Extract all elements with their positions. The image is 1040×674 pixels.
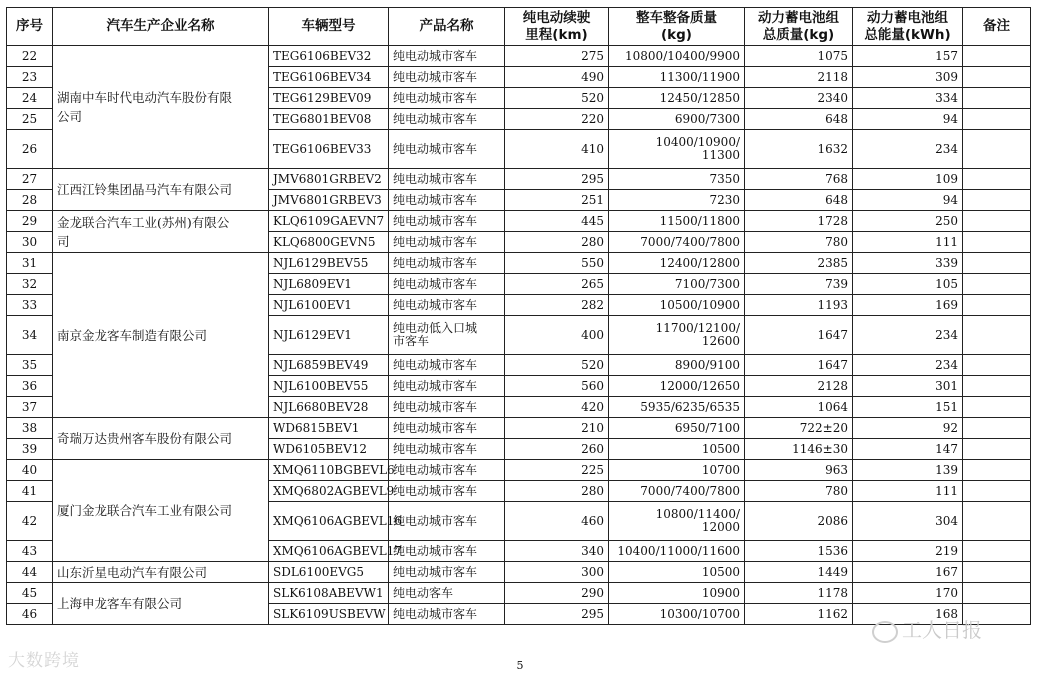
watermark-left bbox=[8, 646, 80, 671]
index-cell: 27 bbox=[7, 169, 53, 190]
product-name-cell: 纯电动城市客车 bbox=[389, 439, 505, 460]
battery-mass-cell: 963 bbox=[745, 460, 853, 481]
curb-mass-cell: 10800/10400/9900 bbox=[609, 46, 745, 67]
index-cell: 42 bbox=[7, 502, 53, 541]
remarks-cell bbox=[963, 211, 1031, 232]
battery-mass-cell: 648 bbox=[745, 109, 853, 130]
range-cell: 282 bbox=[505, 295, 609, 316]
product-name-cell: 纯电动城市客车 bbox=[389, 274, 505, 295]
index-cell: 39 bbox=[7, 439, 53, 460]
range-cell: 400 bbox=[505, 316, 609, 355]
remarks-cell bbox=[963, 67, 1031, 88]
curb-mass-cell: 7230 bbox=[609, 190, 745, 211]
battery-mass-cell: 768 bbox=[745, 169, 853, 190]
battery-mass-cell: 2128 bbox=[745, 376, 853, 397]
curb-mass-cell: 10900 bbox=[609, 583, 745, 604]
table-row bbox=[7, 562, 1031, 583]
battery-mass-cell: 1449 bbox=[745, 562, 853, 583]
battery-energy-cell: 334 bbox=[853, 88, 963, 109]
battery-mass-cell: 2086 bbox=[745, 502, 853, 541]
remarks-cell bbox=[963, 376, 1031, 397]
product-name-cell: 纯电动城市客车 bbox=[389, 169, 505, 190]
table-row bbox=[7, 46, 1031, 67]
range-cell: 550 bbox=[505, 253, 609, 274]
range-cell: 490 bbox=[505, 67, 609, 88]
product-name-cell: 纯电动城市客车 bbox=[389, 562, 505, 583]
battery-mass-cell: 648 bbox=[745, 190, 853, 211]
remarks-cell bbox=[963, 295, 1031, 316]
battery-mass-cell: 1647 bbox=[745, 316, 853, 355]
battery-energy-cell: 147 bbox=[853, 439, 963, 460]
table-row bbox=[7, 169, 1031, 190]
index-cell: 24 bbox=[7, 88, 53, 109]
product-name-cell: 纯电动低入口城 市客车 bbox=[389, 316, 505, 355]
model-cell: TEG6129BEV09 bbox=[269, 88, 389, 109]
index-cell: 41 bbox=[7, 481, 53, 502]
manufacturer-cell: 山东沂星电动汽车有限公司 bbox=[53, 562, 269, 583]
product-name-cell: 纯电动客车 bbox=[389, 583, 505, 604]
manufacturer-cell: 上海申龙客车有限公司 bbox=[53, 583, 269, 625]
index-cell: 36 bbox=[7, 376, 53, 397]
manufacturer-cell: 金龙联合汽车工业(苏州)有限公 司 bbox=[53, 211, 269, 253]
curb-mass-cell: 7000/7400/7800 bbox=[609, 481, 745, 502]
range-cell: 420 bbox=[505, 397, 609, 418]
model-cell: WD6105BEV12 bbox=[269, 439, 389, 460]
range-cell: 300 bbox=[505, 562, 609, 583]
remarks-cell bbox=[963, 316, 1031, 355]
product-name-cell: 纯电动城市客车 bbox=[389, 502, 505, 541]
battery-energy-cell: 94 bbox=[853, 190, 963, 211]
curb-mass-cell: 10400/10900/ 11300 bbox=[609, 130, 745, 169]
remarks-cell bbox=[963, 190, 1031, 211]
battery-mass-cell: 1162 bbox=[745, 604, 853, 625]
curb-mass-cell: 7100/7300 bbox=[609, 274, 745, 295]
battery-mass-cell: 1178 bbox=[745, 583, 853, 604]
battery-energy-cell: 309 bbox=[853, 67, 963, 88]
battery-mass-cell: 1193 bbox=[745, 295, 853, 316]
battery-energy-cell: 219 bbox=[853, 541, 963, 562]
curb-mass-cell: 10700 bbox=[609, 460, 745, 481]
model-cell: KLQ6800GEVN5 bbox=[269, 232, 389, 253]
curb-mass-cell: 10400/11000/11600 bbox=[609, 541, 745, 562]
curb-mass-cell: 12400/12800 bbox=[609, 253, 745, 274]
product-name-cell: 纯电动城市客车 bbox=[389, 190, 505, 211]
remarks-cell bbox=[963, 88, 1031, 109]
remarks-cell bbox=[963, 130, 1031, 169]
range-cell: 280 bbox=[505, 232, 609, 253]
remarks-cell bbox=[963, 583, 1031, 604]
model-cell: SDL6100EVG5 bbox=[269, 562, 389, 583]
battery-mass-cell: 739 bbox=[745, 274, 853, 295]
header-model: 车辆型号 bbox=[269, 8, 389, 46]
curb-mass-cell: 8900/9100 bbox=[609, 355, 745, 376]
battery-energy-cell: 157 bbox=[853, 46, 963, 67]
range-cell: 295 bbox=[505, 169, 609, 190]
range-cell: 260 bbox=[505, 439, 609, 460]
table-row bbox=[7, 583, 1031, 604]
model-cell: NJL6129BEV55 bbox=[269, 253, 389, 274]
model-cell: TEG6106BEV33 bbox=[269, 130, 389, 169]
index-cell: 28 bbox=[7, 190, 53, 211]
curb-mass-cell: 10300/10700 bbox=[609, 604, 745, 625]
manufacturer-cell: 湖南中车时代电动汽车股份有限 公司 bbox=[53, 46, 269, 169]
curb-mass-cell: 12450/12850 bbox=[609, 88, 745, 109]
curb-mass-cell: 11700/12100/ 12600 bbox=[609, 316, 745, 355]
header-manufacturer: 汽车生产企业名称 bbox=[53, 8, 269, 46]
curb-mass-cell: 10800/11400/ 12000 bbox=[609, 502, 745, 541]
battery-energy-cell: 169 bbox=[853, 295, 963, 316]
manufacturer-cell: 厦门金龙联合汽车工业有限公司 bbox=[53, 460, 269, 562]
range-cell: 460 bbox=[505, 502, 609, 541]
range-cell: 280 bbox=[505, 481, 609, 502]
product-name-cell: 纯电动城市客车 bbox=[389, 460, 505, 481]
battery-mass-cell: 1728 bbox=[745, 211, 853, 232]
battery-mass-cell: 1146±30 bbox=[745, 439, 853, 460]
model-cell: SLK6108ABEVW1 bbox=[269, 583, 389, 604]
battery-mass-cell: 2118 bbox=[745, 67, 853, 88]
remarks-cell bbox=[963, 253, 1031, 274]
range-cell: 520 bbox=[505, 88, 609, 109]
header-product-name: 产品名称 bbox=[389, 8, 505, 46]
index-cell: 29 bbox=[7, 211, 53, 232]
remarks-cell bbox=[963, 562, 1031, 583]
index-cell: 35 bbox=[7, 355, 53, 376]
chat-bubble-icon bbox=[872, 621, 898, 643]
model-cell: XMQ6110BGBEVL6 bbox=[269, 460, 389, 481]
manufacturer-cell: 南京金龙客车制造有限公司 bbox=[53, 253, 269, 418]
product-name-cell: 纯电动城市客车 bbox=[389, 130, 505, 169]
remarks-cell bbox=[963, 109, 1031, 130]
battery-mass-cell: 2340 bbox=[745, 88, 853, 109]
model-cell: NJL6100BEV55 bbox=[269, 376, 389, 397]
table-row bbox=[7, 460, 1031, 481]
table-row bbox=[7, 211, 1031, 232]
model-cell: XMQ6106AGBEVL16 bbox=[269, 502, 389, 541]
remarks-cell bbox=[963, 232, 1031, 253]
battery-mass-cell: 1647 bbox=[745, 355, 853, 376]
remarks-cell bbox=[963, 541, 1031, 562]
header-curb-mass: 整车整备质量 (kg) bbox=[609, 8, 745, 46]
battery-mass-cell: 780 bbox=[745, 232, 853, 253]
table-body bbox=[7, 46, 1031, 625]
header-index: 序号 bbox=[7, 8, 53, 46]
battery-energy-cell: 94 bbox=[853, 109, 963, 130]
range-cell: 251 bbox=[505, 190, 609, 211]
table-header-row bbox=[7, 8, 1031, 46]
battery-energy-cell: 234 bbox=[853, 130, 963, 169]
battery-mass-cell: 1064 bbox=[745, 397, 853, 418]
curb-mass-cell: 6950/7100 bbox=[609, 418, 745, 439]
vehicle-catalog-table bbox=[6, 7, 1031, 625]
model-cell: SLK6109USBEVW bbox=[269, 604, 389, 625]
index-cell: 45 bbox=[7, 583, 53, 604]
battery-energy-cell: 109 bbox=[853, 169, 963, 190]
index-cell: 25 bbox=[7, 109, 53, 130]
product-name-cell: 纯电动城市客车 bbox=[389, 109, 505, 130]
model-cell: NJL6100EV1 bbox=[269, 295, 389, 316]
index-cell: 44 bbox=[7, 562, 53, 583]
index-cell: 38 bbox=[7, 418, 53, 439]
battery-energy-cell: 250 bbox=[853, 211, 963, 232]
range-cell: 275 bbox=[505, 46, 609, 67]
index-cell: 23 bbox=[7, 67, 53, 88]
product-name-cell: 纯电动城市客车 bbox=[389, 67, 505, 88]
battery-energy-cell: 139 bbox=[853, 460, 963, 481]
range-cell: 220 bbox=[505, 109, 609, 130]
model-cell: XMQ6106AGBEVL17 bbox=[269, 541, 389, 562]
remarks-cell bbox=[963, 355, 1031, 376]
curb-mass-cell: 12000/12650 bbox=[609, 376, 745, 397]
battery-mass-cell: 722±20 bbox=[745, 418, 853, 439]
range-cell: 410 bbox=[505, 130, 609, 169]
index-cell: 40 bbox=[7, 460, 53, 481]
range-cell: 210 bbox=[505, 418, 609, 439]
watermark-right-text: 工人日报 bbox=[902, 618, 982, 642]
index-cell: 30 bbox=[7, 232, 53, 253]
index-cell: 22 bbox=[7, 46, 53, 67]
model-cell: NJL6809EV1 bbox=[269, 274, 389, 295]
battery-mass-cell: 1536 bbox=[745, 541, 853, 562]
product-name-cell: 纯电动城市客车 bbox=[389, 355, 505, 376]
battery-energy-cell: 301 bbox=[853, 376, 963, 397]
model-cell: NJL6680BEV28 bbox=[269, 397, 389, 418]
range-cell: 520 bbox=[505, 355, 609, 376]
manufacturer-cell: 奇瑞万达贵州客车股份有限公司 bbox=[53, 418, 269, 460]
remarks-cell bbox=[963, 460, 1031, 481]
remarks-cell bbox=[963, 502, 1031, 541]
manufacturer-cell: 江西江铃集团晶马汽车有限公司 bbox=[53, 169, 269, 211]
model-cell: NJL6859BEV49 bbox=[269, 355, 389, 376]
index-cell: 31 bbox=[7, 253, 53, 274]
battery-energy-cell: 168 bbox=[853, 604, 963, 625]
product-name-cell: 纯电动城市客车 bbox=[389, 541, 505, 562]
model-cell: NJL6129EV1 bbox=[269, 316, 389, 355]
watermark-right bbox=[872, 614, 982, 643]
battery-mass-cell: 780 bbox=[745, 481, 853, 502]
battery-energy-cell: 234 bbox=[853, 316, 963, 355]
curb-mass-cell: 11500/11800 bbox=[609, 211, 745, 232]
battery-energy-cell: 111 bbox=[853, 481, 963, 502]
document-page bbox=[6, 7, 1031, 625]
model-cell: WD6815BEV1 bbox=[269, 418, 389, 439]
header-battery-mass: 动力蓄电池组 总质量(kg) bbox=[745, 8, 853, 46]
header-battery-energy: 动力蓄电池组 总能量(kWh) bbox=[853, 8, 963, 46]
battery-energy-cell: 167 bbox=[853, 562, 963, 583]
range-cell: 445 bbox=[505, 211, 609, 232]
index-cell: 46 bbox=[7, 604, 53, 625]
product-name-cell: 纯电动城市客车 bbox=[389, 88, 505, 109]
index-cell: 32 bbox=[7, 274, 53, 295]
battery-mass-cell: 2385 bbox=[745, 253, 853, 274]
product-name-cell: 纯电动城市客车 bbox=[389, 604, 505, 625]
model-cell: JMV6801GRBEV2 bbox=[269, 169, 389, 190]
header-range: 纯电动续驶 里程(km) bbox=[505, 8, 609, 46]
product-name-cell: 纯电动城市客车 bbox=[389, 418, 505, 439]
index-cell: 26 bbox=[7, 130, 53, 169]
range-cell: 560 bbox=[505, 376, 609, 397]
model-cell: TEG6801BEV08 bbox=[269, 109, 389, 130]
index-cell: 33 bbox=[7, 295, 53, 316]
model-cell: TEG6106BEV34 bbox=[269, 67, 389, 88]
product-name-cell: 纯电动城市客车 bbox=[389, 397, 505, 418]
battery-energy-cell: 339 bbox=[853, 253, 963, 274]
model-cell: XMQ6802AGBEVL9 bbox=[269, 481, 389, 502]
page-number: 5 bbox=[516, 659, 524, 672]
battery-energy-cell: 170 bbox=[853, 583, 963, 604]
curb-mass-cell: 6900/7300 bbox=[609, 109, 745, 130]
battery-energy-cell: 105 bbox=[853, 274, 963, 295]
curb-mass-cell: 10500/10900 bbox=[609, 295, 745, 316]
remarks-cell bbox=[963, 169, 1031, 190]
battery-energy-cell: 151 bbox=[853, 397, 963, 418]
battery-energy-cell: 304 bbox=[853, 502, 963, 541]
model-cell: KLQ6109GAEVN7 bbox=[269, 211, 389, 232]
range-cell: 265 bbox=[505, 274, 609, 295]
range-cell: 295 bbox=[505, 604, 609, 625]
index-cell: 37 bbox=[7, 397, 53, 418]
remarks-cell bbox=[963, 46, 1031, 67]
table-row bbox=[7, 253, 1031, 274]
product-name-cell: 纯电动城市客车 bbox=[389, 481, 505, 502]
model-cell: TEG6106BEV32 bbox=[269, 46, 389, 67]
range-cell: 225 bbox=[505, 460, 609, 481]
remarks-cell bbox=[963, 397, 1031, 418]
header-remarks: 备注 bbox=[963, 8, 1031, 46]
battery-energy-cell: 111 bbox=[853, 232, 963, 253]
range-cell: 290 bbox=[505, 583, 609, 604]
range-cell: 340 bbox=[505, 541, 609, 562]
product-name-cell: 纯电动城市客车 bbox=[389, 46, 505, 67]
product-name-cell: 纯电动城市客车 bbox=[389, 211, 505, 232]
battery-mass-cell: 1632 bbox=[745, 130, 853, 169]
watermark-left-text: 大数跨境 bbox=[8, 651, 80, 671]
remarks-cell bbox=[963, 481, 1031, 502]
remarks-cell bbox=[963, 439, 1031, 460]
product-name-cell: 纯电动城市客车 bbox=[389, 232, 505, 253]
curb-mass-cell: 11300/11900 bbox=[609, 67, 745, 88]
battery-mass-cell: 1075 bbox=[745, 46, 853, 67]
curb-mass-cell: 10500 bbox=[609, 562, 745, 583]
curb-mass-cell: 10500 bbox=[609, 439, 745, 460]
index-cell: 34 bbox=[7, 316, 53, 355]
index-cell: 43 bbox=[7, 541, 53, 562]
product-name-cell: 纯电动城市客车 bbox=[389, 376, 505, 397]
battery-energy-cell: 92 bbox=[853, 418, 963, 439]
curb-mass-cell: 7350 bbox=[609, 169, 745, 190]
product-name-cell: 纯电动城市客车 bbox=[389, 295, 505, 316]
curb-mass-cell: 5935/6235/6535 bbox=[609, 397, 745, 418]
product-name-cell: 纯电动城市客车 bbox=[389, 253, 505, 274]
remarks-cell bbox=[963, 274, 1031, 295]
curb-mass-cell: 7000/7400/7800 bbox=[609, 232, 745, 253]
table-row bbox=[7, 418, 1031, 439]
model-cell: JMV6801GRBEV3 bbox=[269, 190, 389, 211]
remarks-cell bbox=[963, 418, 1031, 439]
battery-energy-cell: 234 bbox=[853, 355, 963, 376]
